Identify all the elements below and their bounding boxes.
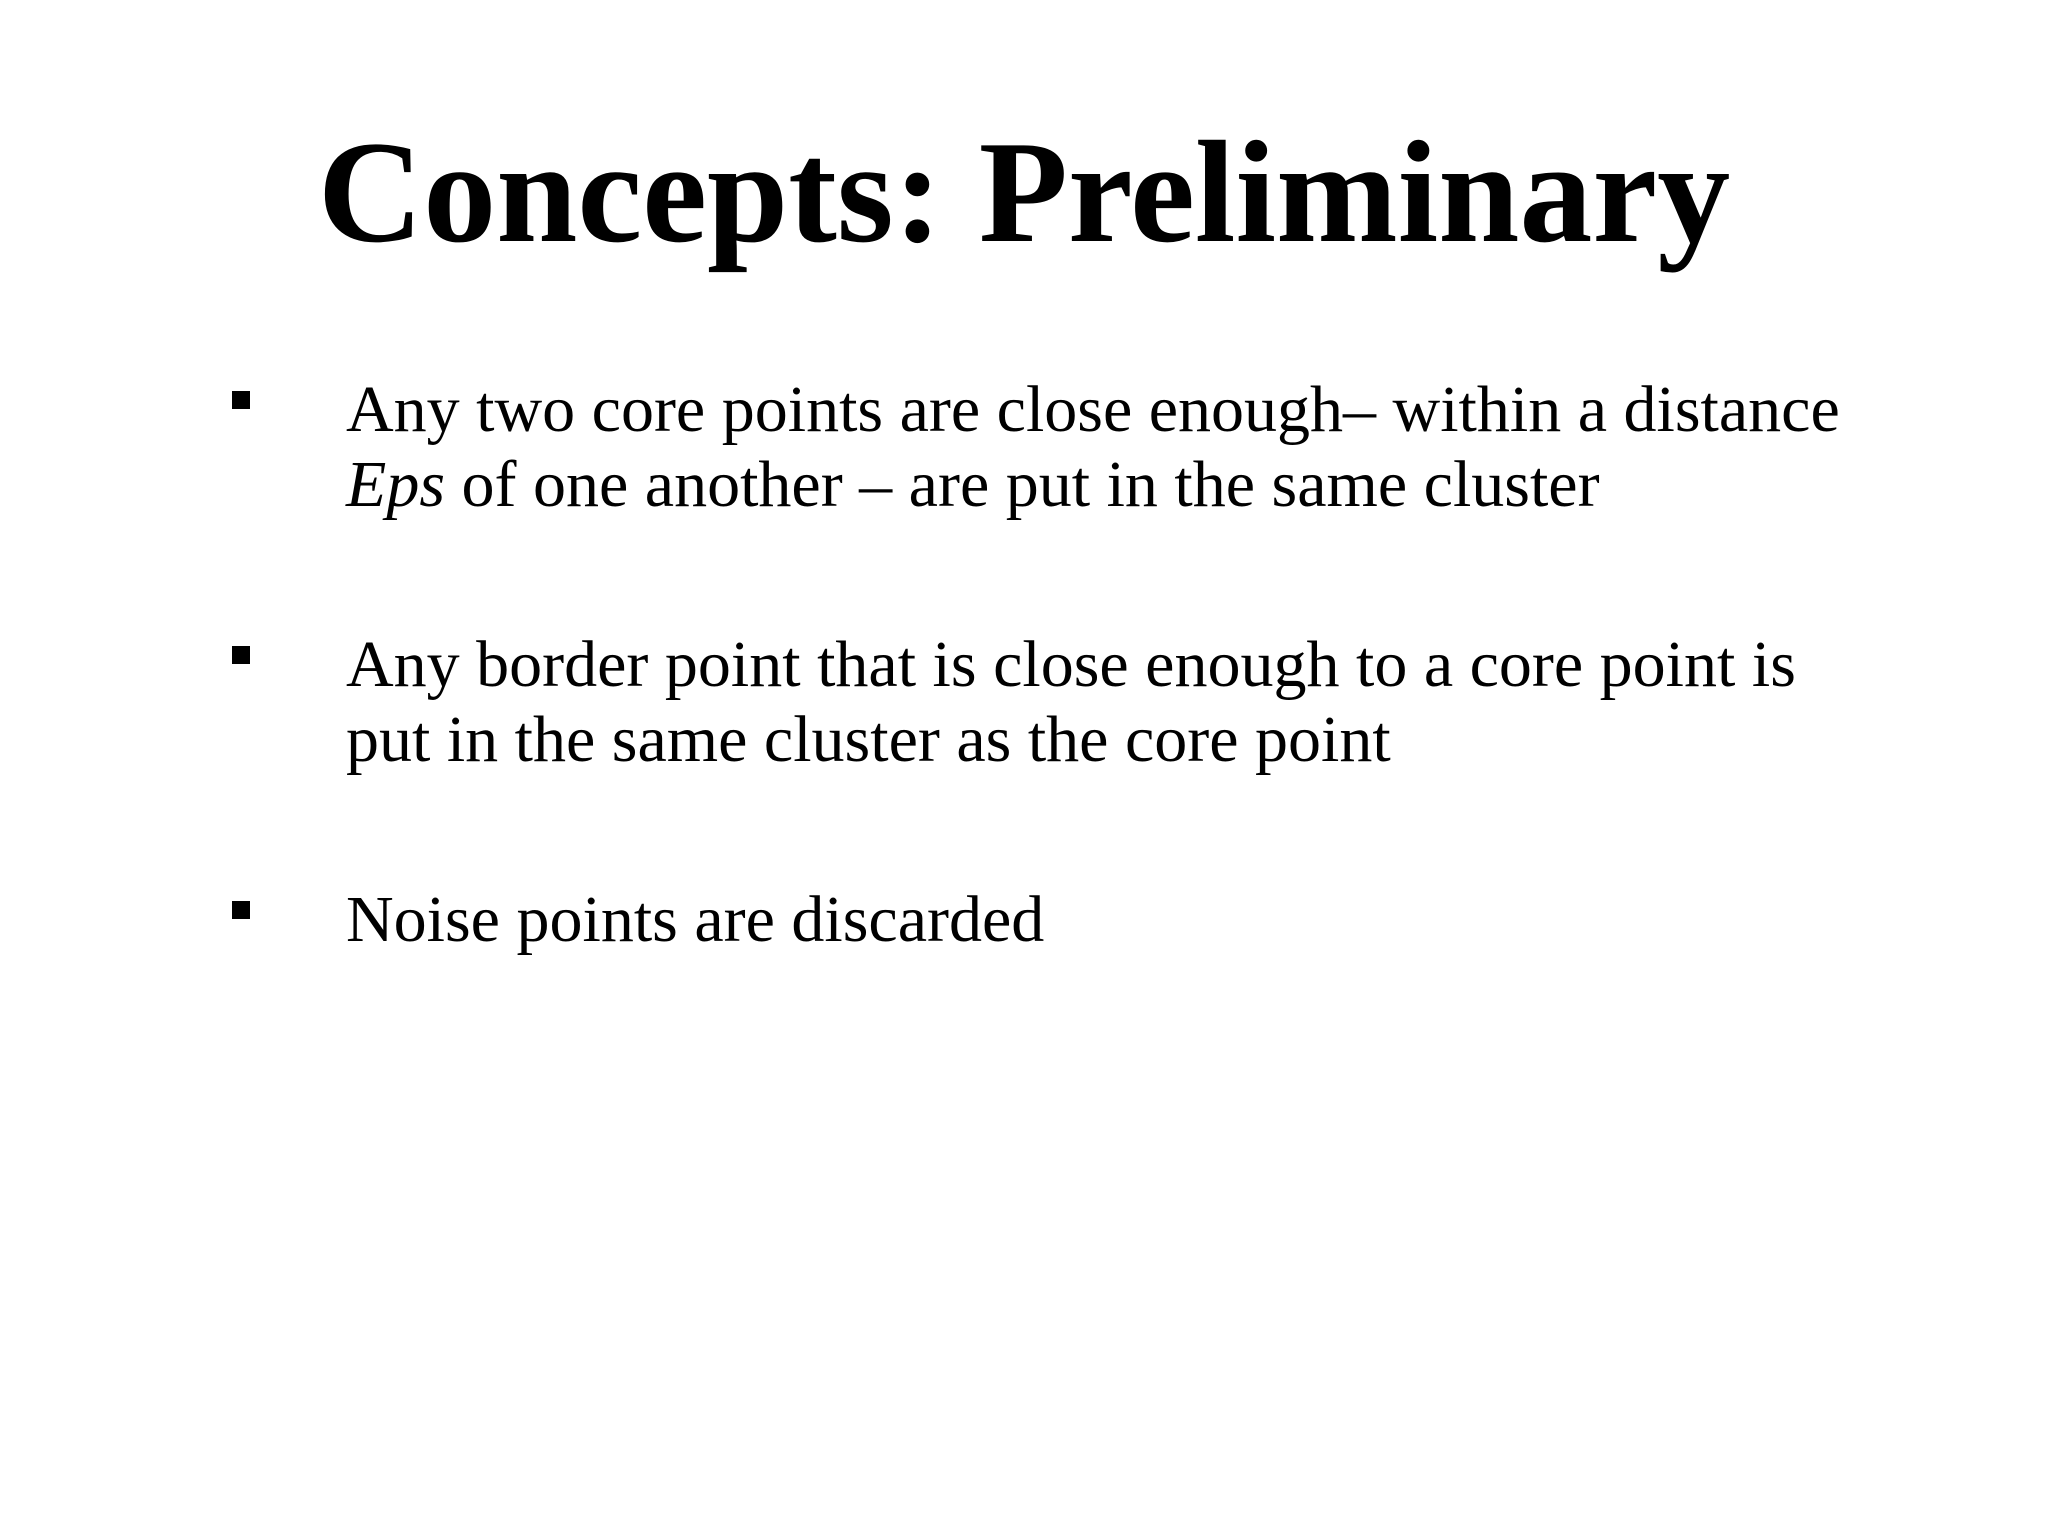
eps-term: Eps [346, 448, 445, 521]
bullet-item-core-points [346, 372, 1986, 522]
bullet-line: Any border point that is close enough to a core point is [346, 628, 1796, 701]
bullet-line: Noise points are discarded [346, 883, 1045, 956]
bullet-item-noise-points [346, 882, 1986, 957]
square-bullet-icon [232, 901, 250, 919]
bullet-line-rest: of one another – are put in the same cluster [445, 448, 1600, 521]
bullet-line [346, 447, 1986, 522]
square-bullet-icon [232, 391, 250, 409]
bullet-line: Any two core points are close enough– within a distance [346, 373, 1840, 446]
square-bullet-icon [232, 646, 250, 664]
slide-title: Concepts: Preliminary [317, 111, 1731, 273]
bullet-item-border-points [346, 627, 1986, 777]
bullet-line: put in the same cluster as the core point [346, 703, 1391, 776]
